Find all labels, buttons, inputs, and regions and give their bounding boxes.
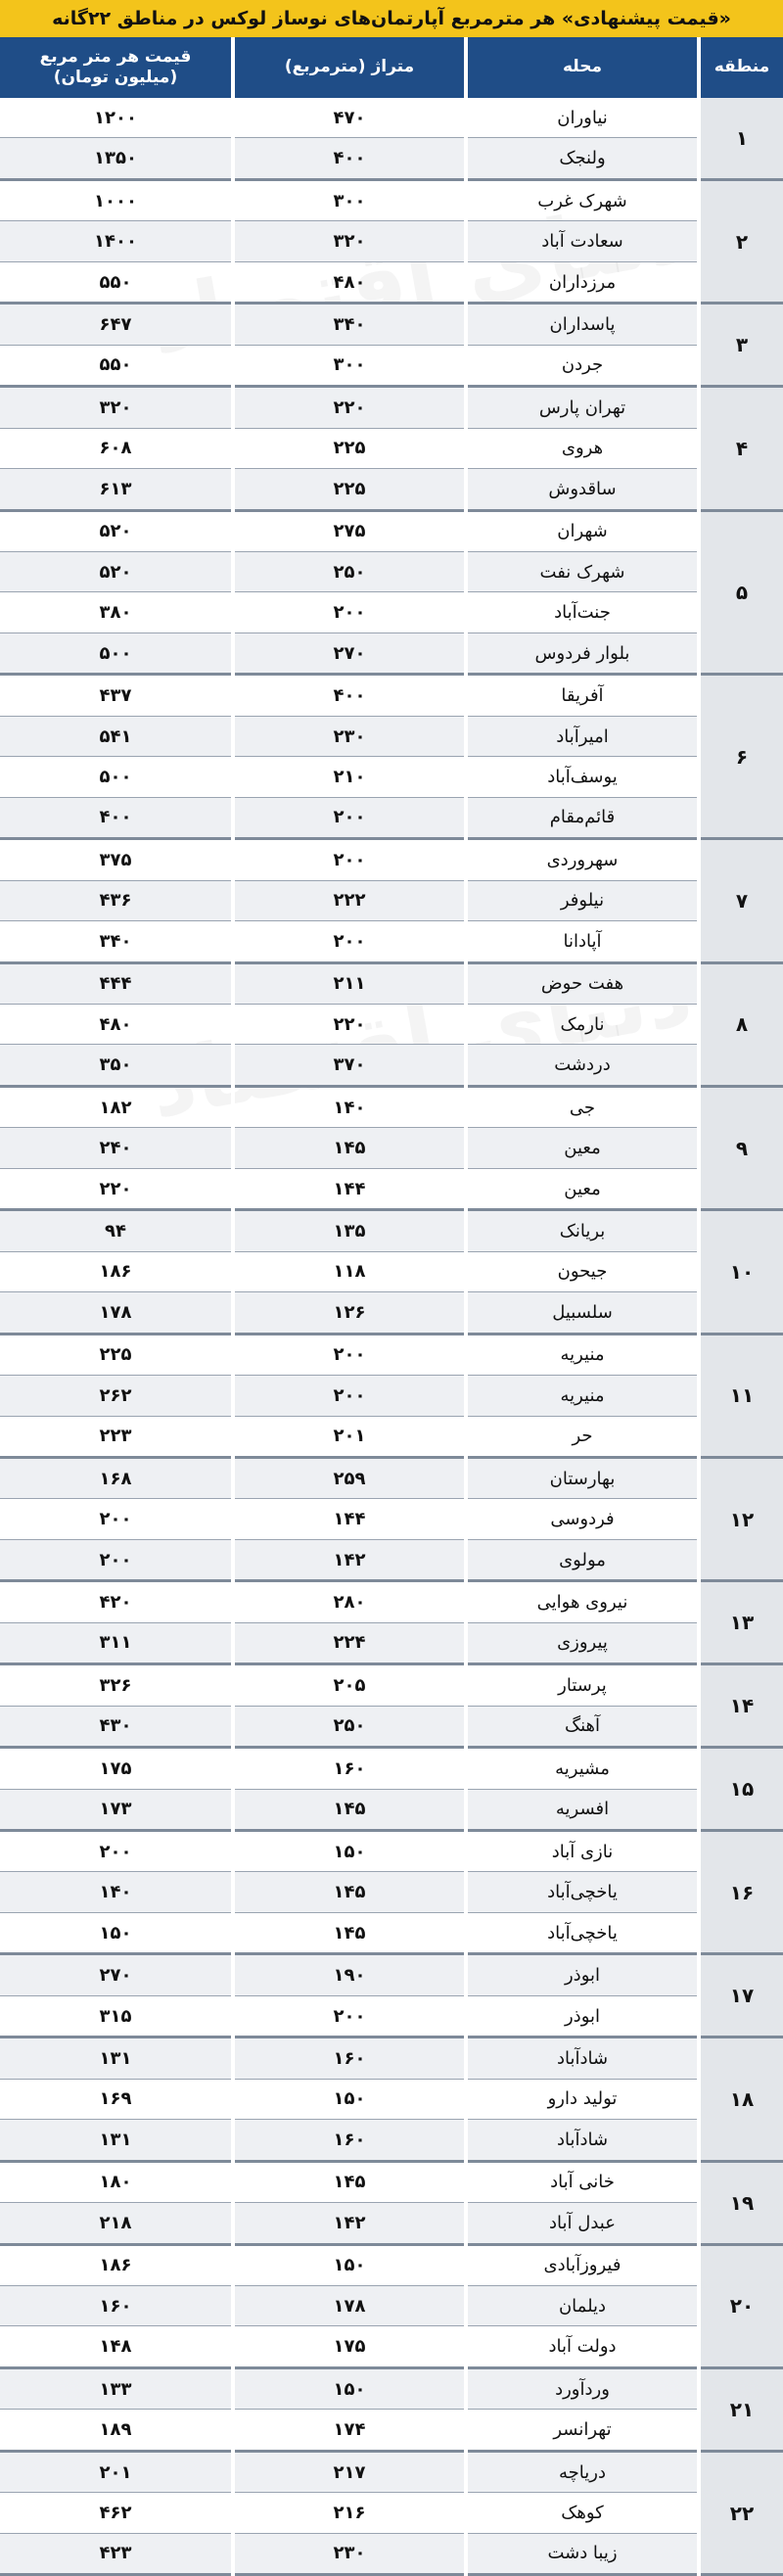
price-cell: ۲۱۸: [0, 2203, 233, 2244]
table-row: [0, 2533, 783, 2574]
region-cell: ۵: [699, 510, 783, 675]
price-cell: ۳۷۵: [0, 839, 233, 880]
table-row: [0, 1954, 783, 1995]
price-cell: ۱۸۰: [0, 2161, 233, 2202]
region-cell: ۱۵: [699, 1748, 783, 1831]
neighborhood-cell: پرستار: [466, 1664, 699, 1706]
region-cell: ۱۸: [699, 2037, 783, 2161]
table-row: [0, 921, 783, 962]
neighborhood-cell: ولنجک: [466, 138, 699, 179]
area-cell: ۱۴۵: [233, 1128, 466, 1168]
area-cell: ۱۷۸: [233, 2286, 466, 2326]
price-cell: ۲۲۳: [0, 1416, 233, 1457]
price-cell: ۴۴۴: [0, 962, 233, 1004]
price-cell: ۱۷۵: [0, 1748, 233, 1789]
area-cell: ۴۷۰: [233, 98, 466, 138]
table-row: [0, 1334, 783, 1375]
table-row: [0, 2203, 783, 2244]
area-cell: ۱۶۰: [233, 2120, 466, 2161]
table-body: [0, 98, 783, 2575]
neighborhood-cell: دریاچه: [466, 2451, 699, 2492]
area-cell: ۲۲۵: [233, 428, 466, 468]
table-row: [0, 1706, 783, 1747]
neighborhood-cell: سهروردی: [466, 839, 699, 880]
header-neighborhood: محله: [466, 37, 699, 98]
table-row: [0, 510, 783, 551]
price-cell: ۴۶۲: [0, 2493, 233, 2533]
region-cell: ۴: [699, 387, 783, 510]
price-cell: ۳۱۵: [0, 1995, 233, 2037]
area-cell: ۳۲۰: [233, 221, 466, 261]
neighborhood-cell: کوهک: [466, 2493, 699, 2533]
header-region: منطقه: [699, 37, 783, 98]
table-row: [0, 1086, 783, 1127]
neighborhood-cell: دردشت: [466, 1045, 699, 1086]
area-cell: ۲۵۰: [233, 1706, 466, 1747]
area-cell: ۱۶۰: [233, 1748, 466, 1789]
region-cell: ۱۴: [699, 1664, 783, 1748]
price-cell: ۴۳۶: [0, 880, 233, 920]
area-cell: ۲۰۰: [233, 839, 466, 880]
neighborhood-cell: نیلوفر: [466, 880, 699, 920]
neighborhood-cell: شادآباد: [466, 2120, 699, 2161]
neighborhood-cell: ابوذر: [466, 1954, 699, 1995]
area-cell: ۱۵۰: [233, 2079, 466, 2119]
price-cell: ۲۶۲: [0, 1376, 233, 1416]
price-cell: ۶۱۳: [0, 469, 233, 510]
price-cell: ۳۱۱: [0, 1622, 233, 1663]
area-cell: ۲۱۶: [233, 2493, 466, 2533]
neighborhood-cell: دیلمان: [466, 2286, 699, 2326]
neighborhood-cell: مشیریه: [466, 1748, 699, 1789]
table-row: [0, 1251, 783, 1291]
price-cell: ۲۴۰: [0, 1128, 233, 1168]
neighborhood-cell: پاسداران: [466, 304, 699, 345]
neighborhood-cell: معین: [466, 1128, 699, 1168]
neighborhood-cell: هروی: [466, 428, 699, 468]
price-cell: ۵۵۰: [0, 345, 233, 386]
region-cell: ۱۷: [699, 1954, 783, 2037]
area-cell: ۳۷۰: [233, 1045, 466, 1086]
table-row: [0, 179, 783, 220]
neighborhood-cell: جی: [466, 1086, 699, 1127]
price-cell: ۱۶۸: [0, 1457, 233, 1498]
price-cell: ۴۳۷: [0, 675, 233, 716]
neighborhood-cell: وردآورد: [466, 2367, 699, 2409]
table-row: [0, 1457, 783, 1498]
area-cell: ۲۵۹: [233, 1457, 466, 1498]
table-row: [0, 2079, 783, 2119]
area-cell: ۲۰۰: [233, 592, 466, 632]
neighborhood-cell: نیروی هوایی: [466, 1581, 699, 1622]
neighborhood-cell: سلسبیل: [466, 1292, 699, 1334]
area-cell: ۲۰۱: [233, 1416, 466, 1457]
price-cell: ۲۰۰: [0, 1499, 233, 1539]
table-row: [0, 2120, 783, 2161]
neighborhood-cell: جیحون: [466, 1251, 699, 1291]
neighborhood-cell: آهنگ: [466, 1706, 699, 1747]
neighborhood-cell: خانی آباد: [466, 2161, 699, 2202]
table-row: [0, 2451, 783, 2492]
neighborhood-cell: منیریه: [466, 1376, 699, 1416]
table-row: [0, 221, 783, 261]
price-cell: ۲۰۰: [0, 1831, 233, 1872]
area-cell: ۱۴۵: [233, 1912, 466, 1953]
table-row: [0, 1168, 783, 1209]
price-cell: ۶۴۷: [0, 304, 233, 345]
neighborhood-cell: یوسف‌آباد: [466, 757, 699, 797]
area-cell: ۱۶۰: [233, 2037, 466, 2079]
price-cell: ۵۲۰: [0, 551, 233, 591]
area-cell: ۲۱۱: [233, 962, 466, 1004]
price-cell: ۴۲۳: [0, 2533, 233, 2574]
neighborhood-cell: حر: [466, 1416, 699, 1457]
price-cell: ۳۲۰: [0, 387, 233, 428]
area-cell: ۲۰۰: [233, 1995, 466, 2037]
price-cell: ۳۴۰: [0, 921, 233, 962]
table-row: [0, 1210, 783, 1251]
region-cell: ۶: [699, 675, 783, 839]
neighborhood-cell: نارمک: [466, 1004, 699, 1044]
neighborhood-cell: جنت‌آباد: [466, 592, 699, 632]
price-cell: ۱۳۳: [0, 2367, 233, 2409]
neighborhood-cell: معین: [466, 1168, 699, 1209]
price-cell: ۵۴۱: [0, 716, 233, 756]
table-row: [0, 2244, 783, 2285]
table-row: [0, 1912, 783, 1953]
price-cell: ۱۸۶: [0, 1251, 233, 1291]
table-row: [0, 2037, 783, 2079]
area-cell: ۱۴۴: [233, 1499, 466, 1539]
header-area: متراژ (مترمربع): [233, 37, 466, 98]
price-cell: ۱۲۰۰: [0, 98, 233, 138]
table-row: [0, 1581, 783, 1622]
price-cell: ۱۴۸: [0, 2326, 233, 2367]
price-cell: ۱۸۶: [0, 2244, 233, 2285]
area-cell: ۲۲۵: [233, 469, 466, 510]
price-cell: ۴۲۰: [0, 1581, 233, 1622]
area-cell: ۱۴۵: [233, 2161, 466, 2202]
table-row: [0, 1872, 783, 1912]
price-cell: ۴۳۰: [0, 1706, 233, 1747]
neighborhood-cell: بلوار فردوس: [466, 632, 699, 674]
table-row: [0, 1045, 783, 1086]
area-cell: ۲۸۰: [233, 1581, 466, 1622]
table-row: [0, 261, 783, 303]
table-row: [0, 1128, 783, 1168]
price-cell: ۵۲۰: [0, 510, 233, 551]
region-cell: ۲۲: [699, 2451, 783, 2574]
region-cell: ۲: [699, 179, 783, 303]
neighborhood-cell: آپادانا: [466, 921, 699, 962]
region-cell: ۷: [699, 839, 783, 962]
neighborhood-cell: سعادت آباد: [466, 221, 699, 261]
price-cell: ۵۰۰: [0, 632, 233, 674]
table-row: [0, 880, 783, 920]
neighborhood-cell: فیروزآبادی: [466, 2244, 699, 2285]
page-title: «قیمت پیشنهادی» هر مترمربع آپارتمان‌های نوساز لوکس در مناطق ۲۲گانه: [0, 0, 783, 37]
table-row: [0, 2493, 783, 2533]
neighborhood-cell: نازی آباد: [466, 1831, 699, 1872]
table-row: [0, 1789, 783, 1830]
area-cell: ۲۲۰: [233, 387, 466, 428]
neighborhood-cell: شهران: [466, 510, 699, 551]
region-cell: ۱۶: [699, 1831, 783, 1954]
neighborhood-cell: بریانک: [466, 1210, 699, 1251]
area-cell: ۲۰۰: [233, 1334, 466, 1375]
area-cell: ۳۰۰: [233, 179, 466, 220]
table-row: [0, 1416, 783, 1457]
neighborhood-cell: یاخچی‌آباد: [466, 1872, 699, 1912]
area-cell: ۱۴۰: [233, 1086, 466, 1127]
table-row: [0, 839, 783, 880]
price-cell: ۱۷۳: [0, 1789, 233, 1830]
region-cell: ۹: [699, 1086, 783, 1209]
area-cell: ۳۴۰: [233, 304, 466, 345]
neighborhood-cell: تولید دارو: [466, 2079, 699, 2119]
region-cell: ۱۲: [699, 1457, 783, 1580]
table-row: [0, 1004, 783, 1044]
table-row: [0, 675, 783, 716]
region-cell: ۳: [699, 304, 783, 387]
price-cell: ۱۰۰۰: [0, 179, 233, 220]
area-cell: ۱۵۰: [233, 2244, 466, 2285]
price-cell: ۱۶۰: [0, 2286, 233, 2326]
neighborhood-cell: امیرآباد: [466, 716, 699, 756]
area-cell: ۲۰۰: [233, 797, 466, 838]
table-row: [0, 1499, 783, 1539]
table-row: [0, 428, 783, 468]
area-cell: ۱۵۰: [233, 1831, 466, 1872]
area-cell: ۱۴۲: [233, 1539, 466, 1580]
area-cell: ۲۲۲: [233, 880, 466, 920]
price-cell: ۲۷۰: [0, 1954, 233, 1995]
table-row: [0, 98, 783, 138]
region-cell: ۲۱: [699, 2367, 783, 2451]
price-cell: ۱۸۹: [0, 2410, 233, 2451]
neighborhood-cell: تهرانسر: [466, 2410, 699, 2451]
price-cell: ۲۰۰: [0, 1539, 233, 1580]
area-cell: ۱۴۵: [233, 1872, 466, 1912]
neighborhood-cell: فردوسی: [466, 1499, 699, 1539]
price-cell: ۱۳۱: [0, 2037, 233, 2079]
neighborhood-cell: ابوذر: [466, 1995, 699, 2037]
neighborhood-cell: شهرک غرب: [466, 179, 699, 220]
region-cell: ۱: [699, 98, 783, 179]
neighborhood-cell: شهرک نفت: [466, 551, 699, 591]
region-cell: ۱۹: [699, 2161, 783, 2244]
neighborhood-cell: تهران پارس: [466, 387, 699, 428]
neighborhood-cell: دولت آباد: [466, 2326, 699, 2367]
neighborhood-cell: مولوی: [466, 1539, 699, 1580]
area-cell: ۱۷۴: [233, 2410, 466, 2451]
neighborhood-cell: قائم‌مقام: [466, 797, 699, 838]
table-row: [0, 1622, 783, 1663]
area-cell: ۱۹۰: [233, 1954, 466, 1995]
header-price: [0, 37, 233, 98]
price-cell: ۱۳۱: [0, 2120, 233, 2161]
area-cell: ۴۰۰: [233, 675, 466, 716]
table-row: [0, 2286, 783, 2326]
area-cell: ۲۰۵: [233, 1664, 466, 1706]
table-row: [0, 387, 783, 428]
area-cell: ۲۳۰: [233, 716, 466, 756]
neighborhood-cell: بهارستان: [466, 1457, 699, 1498]
table-row: [0, 632, 783, 674]
area-cell: ۲۰۰: [233, 1376, 466, 1416]
area-cell: ۲۱۰: [233, 757, 466, 797]
area-cell: ۲۵۰: [233, 551, 466, 591]
neighborhood-cell: ساقدوش: [466, 469, 699, 510]
price-cell: ۶۰۸: [0, 428, 233, 468]
price-cell: ۱۷۸: [0, 1292, 233, 1334]
table-row: [0, 1831, 783, 1872]
table-row: [0, 138, 783, 179]
table-row: [0, 1539, 783, 1580]
table-row: [0, 2326, 783, 2367]
price-cell: ۳۵۰: [0, 1045, 233, 1086]
table-row: [0, 962, 783, 1004]
price-cell: ۵۵۰: [0, 261, 233, 303]
neighborhood-cell: هفت حوض: [466, 962, 699, 1004]
table-row: [0, 345, 783, 386]
price-cell: ۳۲۶: [0, 1664, 233, 1706]
neighborhood-cell: جردن: [466, 345, 699, 386]
price-cell: ۱۴۰: [0, 1872, 233, 1912]
region-cell: ۱۰: [699, 1210, 783, 1334]
table-row: [0, 304, 783, 345]
price-cell: ۱۸۲: [0, 1086, 233, 1127]
area-cell: ۲۷۰: [233, 632, 466, 674]
price-cell: ۱۳۵۰: [0, 138, 233, 179]
header-price-line2: (میلیون تومان): [53, 68, 178, 87]
neighborhood-cell: شادآباد: [466, 2037, 699, 2079]
table-row: [0, 2161, 783, 2202]
price-cell: ۴۰۰: [0, 797, 233, 838]
area-cell: ۱۷۵: [233, 2326, 466, 2367]
price-cell: ۹۴: [0, 1210, 233, 1251]
table-row: [0, 2367, 783, 2409]
neighborhood-cell: یاخچی‌آباد: [466, 1912, 699, 1953]
table-row: [0, 716, 783, 756]
area-cell: ۱۵۰: [233, 2367, 466, 2409]
price-cell: ۴۸۰: [0, 1004, 233, 1044]
area-cell: ۱۴۲: [233, 2203, 466, 2244]
area-cell: ۱۱۸: [233, 1251, 466, 1291]
area-cell: ۴۸۰: [233, 261, 466, 303]
table-row: [0, 757, 783, 797]
table-row: [0, 797, 783, 838]
neighborhood-cell: عبدل آباد: [466, 2203, 699, 2244]
area-cell: ۴۰۰: [233, 138, 466, 179]
price-cell: ۲۲۵: [0, 1334, 233, 1375]
region-cell: ۱۳: [699, 1581, 783, 1664]
neighborhood-cell: آفریقا: [466, 675, 699, 716]
table-row: [0, 1748, 783, 1789]
price-cell: ۱۵۰: [0, 1912, 233, 1953]
area-cell: ۲۳۰: [233, 2533, 466, 2574]
area-cell: ۱۴۵: [233, 1789, 466, 1830]
region-cell: ۸: [699, 962, 783, 1086]
price-cell: ۵۰۰: [0, 757, 233, 797]
table-row: [0, 469, 783, 510]
neighborhood-cell: پیروزی: [466, 1622, 699, 1663]
price-cell: ۲۰۱: [0, 2451, 233, 2492]
area-cell: ۱۲۶: [233, 1292, 466, 1334]
region-cell: ۲۰: [699, 2244, 783, 2367]
neighborhood-cell: زیبا دشت: [466, 2533, 699, 2574]
table-header-row: [0, 37, 783, 98]
area-cell: ۲۷۵: [233, 510, 466, 551]
table-row: [0, 592, 783, 632]
area-cell: ۲۲۴: [233, 1622, 466, 1663]
header-price-line1: قیمت هر متر مربع: [39, 46, 192, 67]
area-cell: ۲۲۰: [233, 1004, 466, 1044]
price-cell: ۱۶۹: [0, 2079, 233, 2119]
neighborhood-cell: افسریه: [466, 1789, 699, 1830]
region-cell: ۱۱: [699, 1334, 783, 1457]
table-row: [0, 1664, 783, 1706]
area-cell: ۱۴۴: [233, 1168, 466, 1209]
price-table: [0, 37, 783, 2576]
price-cell: ۲۲۰: [0, 1168, 233, 1209]
price-cell: ۳۸۰: [0, 592, 233, 632]
area-cell: ۲۰۰: [233, 921, 466, 962]
table-row: [0, 2410, 783, 2451]
area-cell: ۲۱۷: [233, 2451, 466, 2492]
table-row: [0, 551, 783, 591]
price-cell: ۱۴۰۰: [0, 221, 233, 261]
area-cell: ۳۰۰: [233, 345, 466, 386]
area-cell: ۱۳۵: [233, 1210, 466, 1251]
table-row: [0, 1995, 783, 2037]
table-row: [0, 1292, 783, 1334]
neighborhood-cell: منیریه: [466, 1334, 699, 1375]
neighborhood-cell: مرزداران: [466, 261, 699, 303]
table-row: [0, 1376, 783, 1416]
neighborhood-cell: نیاوران: [466, 98, 699, 138]
